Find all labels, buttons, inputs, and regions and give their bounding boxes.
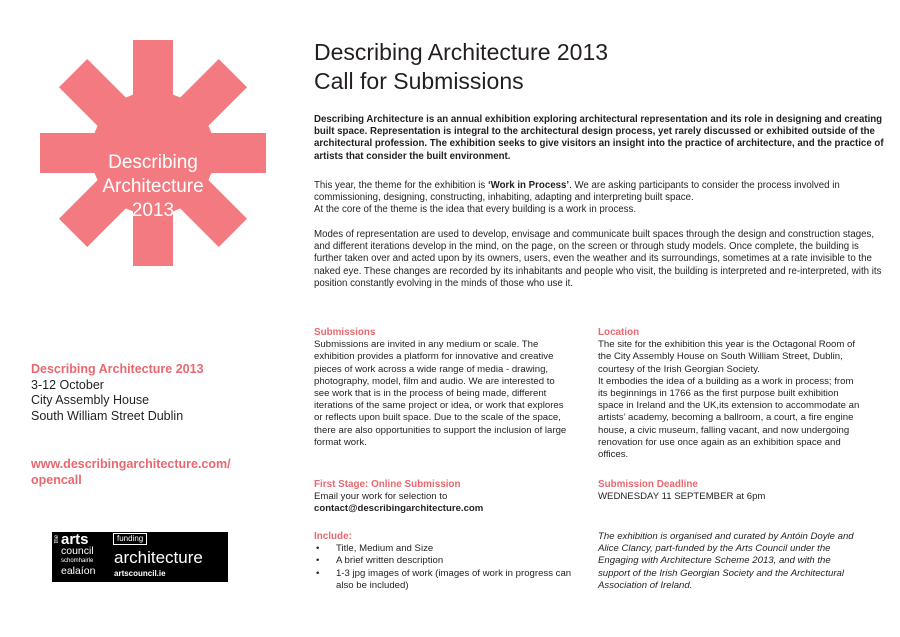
event-dates: 3-12 October (31, 377, 104, 392)
contact-email-link[interactable]: contact@describingarchitecture.com (314, 503, 484, 515)
website-link[interactable] (31, 457, 281, 488)
page-title-line1: Describing Architecture 2013 (314, 39, 609, 65)
location-heading: Location (598, 327, 640, 338)
first-stage-section (314, 479, 572, 516)
logo-text-line1: Describing (108, 152, 198, 173)
event-info (31, 362, 281, 424)
arts-council-arts: arts (61, 531, 89, 548)
include-item: • A brief written description (314, 555, 572, 567)
funding-label: funding (113, 533, 147, 545)
logo-text-line3: 2013 (131, 200, 175, 221)
funding-architecture-mark (110, 532, 228, 582)
theme-text-after: . We are asking participants to consider the process involved in commissioning, designing, constructing, inhabiting, adapting and interpreting built space. (314, 180, 840, 204)
deadline-heading: Submission Deadline (598, 479, 698, 490)
curation-note: The exhibition is organised and curated by Antóin Doyle and Alice Clancy, part-funded by the Arts Council under the Engaging with Architecture Scheme 2013, and with the support of the Irish Georgian Society and the Architectural Association of Ireland. (598, 531, 854, 591)
first-stage-text: Email your work for selection to (314, 491, 448, 503)
location-text-history: It embodies the idea of a building as a work in process; from its beginnings in 1766 as the first purpose built exhibition space in Ireland and the UK,its extension to accommodate an artists’ academy, becoming a ballroom, a court, a fire engine house, a civic museum, falling vacant, and now undergoing renovation for use once again as an exhibition space and offices. (598, 375, 860, 461)
arts-council-funding-logo (52, 532, 228, 582)
include-list (314, 543, 572, 592)
submissions-section (314, 327, 572, 449)
include-heading: Include: (314, 531, 352, 542)
architecture-label: architecture (114, 548, 203, 567)
submissions-text: Submissions are invited in any medium or scale. The exhibition provides a platform for innovative and creative pieces of work across a wide range of media - drawing, photography, model, film and audio. We are interested to see work that is in the process of being made, different iterations of the same project or idea, or work that explores or reflects upon built space. Due to the scale of the space, there are also opportunities to support the inclusion of large format work. (314, 339, 567, 448)
arts-council-chomhairle: schomhairle (61, 558, 94, 564)
describing-architecture-logo (40, 40, 266, 266)
theme-text-before: This year, the theme for the exhibition is (314, 180, 488, 191)
theme-paragraph (314, 180, 886, 217)
first-stage-heading: First Stage: Online Submission (314, 479, 461, 490)
include-item: • Title, Medium and Size (314, 543, 572, 555)
event-title: Describing Architecture 2013 (31, 362, 204, 376)
arts-council-ealaion: ealaíon (61, 565, 96, 577)
website-link-line1[interactable]: www.describingarchitecture.com/ (31, 457, 231, 471)
arts-council-the: the (54, 535, 60, 544)
intro-paragraph: Describing Architecture is an annual exhibition exploring architectural representation and its role in designing and creating built space. Representation is integral to the architectural design process, yet rarely discussed or exhibited outside of the architectural profession. The exhibition seeks to give visitors an insight into the practice of architecture, and the practice of artists that consider the built environment. (314, 114, 884, 162)
arts-council-council: council (61, 545, 94, 557)
theme-core-line: At the core of the theme is the idea that every building is a work in process. (314, 204, 637, 216)
include-section (314, 531, 572, 592)
location-text: The site for the exhibition this year is the Octagonal Room of the City Assembly House on South William Street, Dublin, courtesy of the Irish Georgian Society. (598, 339, 856, 375)
octagon-star-graphic (40, 40, 266, 266)
theme-emphasis: ‘Work in Process’ (487, 180, 570, 191)
deadline-text: WEDNESDAY 11 SEPTEMBER at 6pm (598, 491, 766, 503)
submissions-heading: Submissions (314, 327, 376, 338)
page-title (314, 38, 874, 96)
deadline-section (598, 479, 860, 503)
website-link-line2[interactable]: opencall (31, 472, 82, 487)
arts-council-mark (52, 532, 110, 582)
logo-text-line2: Architecture (102, 176, 204, 197)
location-section (598, 327, 860, 461)
modes-paragraph: Modes of representation are used to develop, envisage and communicate built spaces through the design and construction stages, and different iterations develop in the mind, on the page, on the screen or through study models. Once complete, the building is further taken over and acted upon by its owners, users, even the weather and its surroundings, sometimes at a rate invisible to the naked eye. These changes are recorded by its inhabitants and people who visit, the building is interpreted and re-interpreted, with its position constantly evolving in the minds of those who use it. (314, 229, 882, 289)
arts-council-site: artscouncil.ie (114, 569, 166, 578)
include-item: • 1-3 jpg images of work (images of work in progress can also be included) (314, 568, 572, 592)
event-venue: City Assembly House (31, 393, 150, 407)
event-street: South William Street Dublin (31, 408, 184, 423)
page-title-line2: Call for Submissions (314, 68, 524, 94)
